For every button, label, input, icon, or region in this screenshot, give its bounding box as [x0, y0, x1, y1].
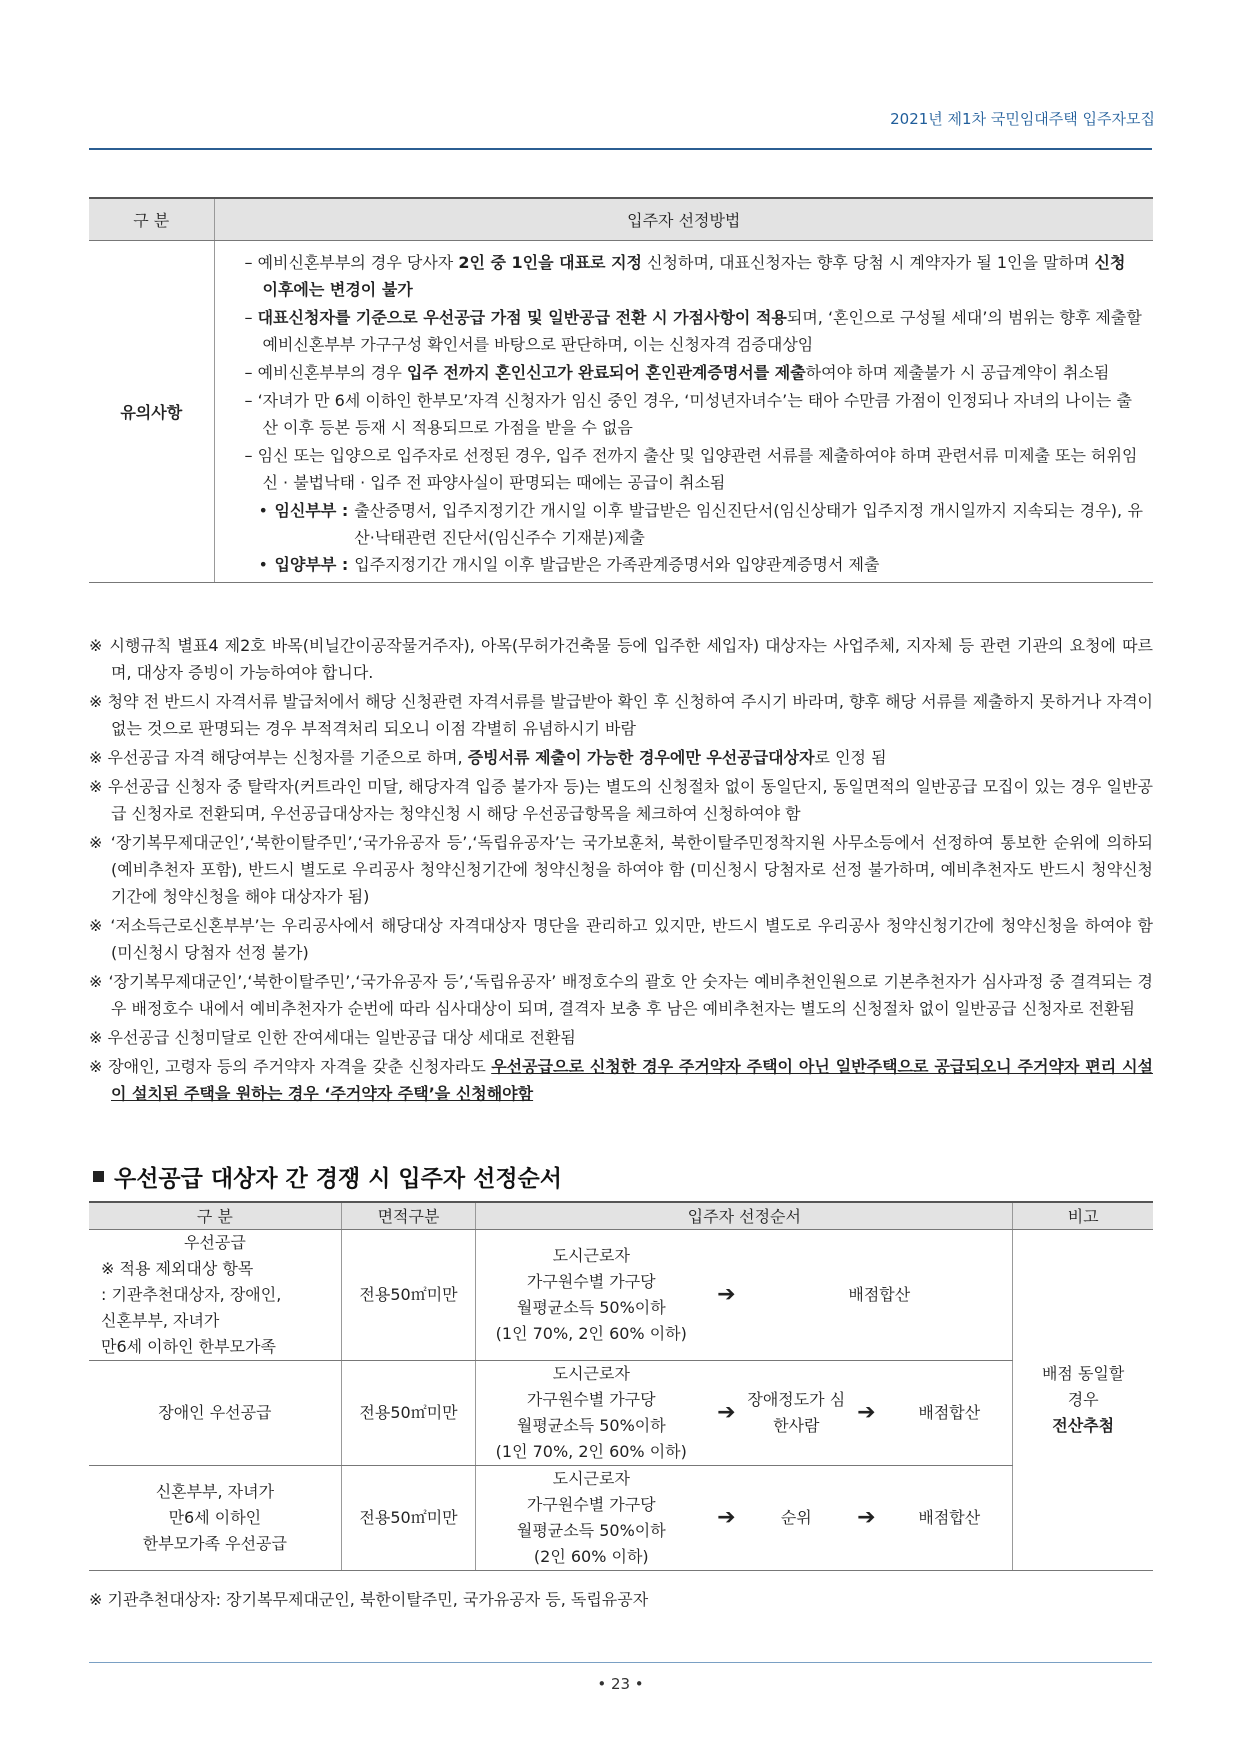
- reference-mark: ※: [89, 916, 104, 935]
- note-item: – 임신 또는 입양으로 입주자로 선정된 경우, 입주 전까지 출산 및 입양관련 서류를 제출하여야 하며 관련서류 미제출 또는 허위임신 · 불법낙태 · 입주 전 파양사실이 판명되는 때에는 공급이 취소됨: [244, 445, 1138, 492]
- sequence-cell: [476, 1229, 1013, 1360]
- area-cell: 전용50㎡미만: [341, 1229, 476, 1360]
- header-divider: [89, 148, 1152, 150]
- table1-notes-cell: [214, 240, 1153, 582]
- bullet-text: 입주지정기간 개시일 이후 발급받은 가족관계증명서와 입양관계증명서 제출: [354, 554, 880, 574]
- arrow-right-icon: ➔: [857, 1399, 876, 1425]
- remark-cell: [1013, 1229, 1153, 1570]
- remark-item: [89, 829, 1153, 910]
- criteria-line: 도시근로자: [552, 1363, 630, 1383]
- sequence-step: 배점합산: [918, 1402, 981, 1422]
- reference-mark: ※: [89, 692, 103, 711]
- criteria-line: (1인 70%, 2인 60% 이하): [495, 1323, 687, 1343]
- note-text: 예비신혼부부의 경우 당사자: [257, 252, 459, 272]
- arrow-right-icon: ➔: [717, 1399, 736, 1425]
- sequence-flow: [476, 1361, 1012, 1465]
- remark-bold: 증빙서류 제출이 가능한 경우에만 우선공급대상자: [467, 748, 815, 767]
- note-text: 대표신청자를 기준으로 우선공급 가점 및 일반공급 전환 시 가점사항이 적용: [257, 307, 787, 327]
- notes-list: [215, 241, 1154, 582]
- bullet-label: 입양부부 :: [274, 554, 349, 574]
- remark-line: 경우: [1067, 1389, 1099, 1409]
- category-line: 장애인 우선공급: [158, 1402, 272, 1422]
- page-header-title: 2021년 제1차 국민임대주택 입주자모집: [890, 110, 1155, 128]
- selection-method-table: [89, 197, 1153, 583]
- sequence-flow: [476, 1243, 1012, 1347]
- criteria-line: 월평균소득 50%이하: [516, 1415, 666, 1435]
- criteria-line: 가구원수별 가구당: [526, 1389, 656, 1409]
- sequence-step: 순위: [780, 1507, 812, 1527]
- table1-row-label: 유의사항: [89, 240, 214, 582]
- remark-bold: 우선공급으로 신청한 경우 주거약자 주택이 아닌 일반주택으로 공급되오니 주거약자 편리 시설이 설치된 주택을 원하는 경우 ‘주거약자 주택’을 신청해야함: [111, 1057, 1153, 1103]
- remark-text: 우선공급 자격 해당여부는 신청자를 기준으로 하며,: [107, 748, 468, 767]
- reference-mark: ※: [89, 1028, 103, 1047]
- bullet-item: [259, 551, 1144, 578]
- sequence-step: 장애정도가 심한사람: [747, 1389, 846, 1435]
- criteria-line: 도시근로자: [552, 1245, 630, 1265]
- criteria-line: (2인 60% 이하): [533, 1546, 649, 1566]
- remark-text: 로 인정 됨: [814, 748, 887, 767]
- table2-header-1: 면적구분: [341, 1202, 476, 1229]
- remark-item-warning: [89, 1053, 1153, 1107]
- table2-header-0: 구 분: [89, 1202, 341, 1229]
- remark-item: [89, 968, 1153, 1022]
- arrow-right-icon: ➔: [717, 1504, 736, 1530]
- reference-mark: ※: [89, 748, 103, 767]
- category-line: 신혼부부, 자녀가: [101, 1310, 220, 1330]
- remark-text: 청약 전 반드시 자격서류 발급처에서 해당 신청관련 자격서류를 발급받아 확인 후 신청하여 주시기 바라며, 향후 해당 서류를 제출하지 못하거나 자격이 없는 것으로 판명되는 경우 부적격처리 되오니 이점 각별히 유념하시기 바람: [107, 692, 1153, 738]
- remark-item: [89, 688, 1153, 742]
- footer-divider: [89, 1662, 1152, 1663]
- reference-mark: ※: [89, 1057, 103, 1076]
- note-text: 신청하며, 대표신청자는 향후 당첨 시 계약자가 될 1인을 말하며: [641, 252, 1095, 272]
- table2-header-3: 비고: [1013, 1202, 1153, 1229]
- note-item: – 예비신혼부부의 경우 입주 전까지 혼인신고가 완료되어 혼인관계증명서를 제출하여야 하며 제출불가 시 공급계약이 취소됨: [244, 362, 1110, 382]
- bullet-dot-icon: •: [258, 500, 268, 520]
- bullet-label: 임신부부 :: [274, 500, 349, 520]
- arrow-right-icon: ➔: [717, 1281, 736, 1307]
- criteria-line: 가구원수별 가구당: [526, 1494, 656, 1514]
- remark-text: 시행규칙 별표4 제2호 바목(비닐간이공작물거주자), 아목(무허가건축물 등에 입주한 세입자) 대상자는 사업주체, 지자체 등 관련 기관의 요청에 따르며, 대상자 증빙이 가능하여야 합니다.: [109, 636, 1153, 682]
- section-heading: [93, 1160, 562, 1193]
- sequence-step: 배점합산: [848, 1284, 911, 1304]
- note-text: 하여야 하며 제출불가 시 공급계약이 취소됨: [805, 362, 1110, 382]
- bullet-dot-icon: •: [258, 554, 268, 574]
- note-text: 되며, ‘혼인으로 구성될 세대’의 범위는 향후 제출할 예비신혼부부 가구구성 확인서를 바탕으로 판단하며, 이는 신청자격 검증대상임: [262, 307, 1142, 354]
- remark-item: [89, 912, 1153, 966]
- remark-item: [89, 1024, 1153, 1051]
- note-item: – ‘자녀가 만 6세 이하인 한부모’자격 신청자가 임신 중인 경우, ‘미성년자녀수’는 태아 수만큼 가점이 인정되나 자녀의 나이는 출산 이후 등본 등재 시 적용되므로 가점을 받을 수 없음: [244, 390, 1132, 437]
- income-criteria: [476, 1466, 706, 1570]
- category-line: ※ 적용 제외대상 항목: [101, 1258, 254, 1278]
- reference-mark: ※: [89, 833, 105, 852]
- table2-row: [89, 1465, 1153, 1570]
- area-cell: 전용50㎡미만: [341, 1360, 476, 1465]
- remark-bold-line: 전산추첨: [1052, 1415, 1115, 1435]
- remark-text: ‘장기복무제대군인’,‘북한이탈주민’,‘국가유공자 등’,‘독립유공자’는 국가보훈처, 북한이탈주민정착지원 사무소등에서 선정하여 통보한 순위에 의하되(예비추천자 포함), 반드시 별도로 우리공사 청약신청기간에 청약신청을 하여야 함 (미신청시 당첨자로 선정 불가하며, 예비추천자도 반드시 청약신청기간에 청약신청을 해야 대상자가 됨): [110, 833, 1153, 906]
- section-title: 우선공급 대상자 간 경쟁 시 입주자 선정순서: [114, 1166, 562, 1192]
- bullet-text: 출산증명서, 입주지정기간 개시일 이후 발급받은 임신진단서(임신상태가 입주지정 개시일까지 지속되는 경우), 유산·낙태관련 진단서(임신주수 기재분)제출: [354, 500, 1143, 547]
- remark-text: ‘저소득근로신혼부부’는 우리공사에서 해당대상 자격대상자 명단을 관리하고 있지만, 반드시 별도로 우리공사 청약신청기간에 청약신청을 하여야 함(미신청시 당첨자 선정 불가): [110, 916, 1153, 962]
- reference-mark: ※: [89, 777, 103, 796]
- note-item: – 대표신청자를 기준으로 우선공급 가점 및 일반공급 전환 시 가점사항이 적용되며, ‘혼인으로 구성될 세대’의 범위는 향후 제출할 예비신혼부부 가구구성 확인서를 바탕으로 판단하며, 이는 신청자격 검증대상임: [244, 307, 1142, 354]
- criteria-line: 월평균소득 50%이하: [516, 1297, 666, 1317]
- category-line: 만6세 이하인 한부모가족: [101, 1336, 276, 1356]
- category-line: : 기관추천대상자, 장애인,: [101, 1284, 282, 1304]
- note-text: 신청 이후에는 변경이 불가: [262, 252, 1126, 299]
- note-text: 입주 전까지 혼인신고가 완료되어 혼인관계증명서를 제출: [406, 362, 806, 382]
- area-cell: 전용50㎡미만: [341, 1465, 476, 1570]
- priority-order-table: [89, 1201, 1153, 1571]
- criteria-line: 도시근로자: [552, 1468, 630, 1488]
- sequence-cell: [476, 1465, 1013, 1570]
- arrow-right-icon: ➔: [857, 1504, 876, 1530]
- sequence-cell: [476, 1360, 1013, 1465]
- category-line: 만6세 이하인: [168, 1507, 262, 1527]
- category-line: 신혼부부, 자녀가: [155, 1481, 275, 1501]
- remark-text: ‘장기복무제대군인’,‘북한이탈주민’,‘국가유공자 등’,‘독립유공자’ 배정호수의 괄호 안 숫자는 예비추천인원으로 기본추천자가 심사과정 중 결격되는 경우 배정호수 내에서 예비추천자가 순번에 따라 심사대상이 되며, 결격자 보충 후 남은 예비추천자는 별도의 신청절차 없이 일반공급 신청자로 전환됨: [108, 972, 1153, 1018]
- table2-row: [89, 1229, 1153, 1360]
- sequence-flow: [476, 1466, 1012, 1570]
- criteria-line: 월평균소득 50%이하: [516, 1520, 666, 1540]
- table2-header-row: [89, 1202, 1153, 1229]
- note-text: 2인 중 1인을 대표로 지정: [458, 252, 642, 272]
- category-cell: [89, 1360, 341, 1465]
- remark-text: 우선공급 신청자 중 탈락자(커트라인 미달, 해당자격 입증 불가자 등)는 별도의 신청절차 없이 동일단지, 동일면적의 일반공급 모집이 있는 경우 일반공급 신청자로 전환되며, 우선공급대상자는 청약신청 시 해당 우선공급항목을 체크하여 신청하여야 함: [107, 777, 1154, 823]
- note-item: – 예비신혼부부의 경우 당사자 2인 중 1인을 대표로 지정 신청하며, 대표신청자는 향후 당첨 시 계약자가 될 1인을 말하며 신청 이후에는 변경이 불가: [244, 252, 1126, 299]
- reference-mark: ※: [89, 972, 103, 991]
- remark-text: 우선공급 신청미달로 인한 잔여세대는 일반공급 대상 세대로 전환됨: [107, 1028, 576, 1047]
- foot-note: ※ 기관추천대상자: 장기복무제대군인, 북한이탈주민, 국가유공자 등, 독립유공자: [89, 1590, 649, 1609]
- remark-line: 배점 동일할: [1041, 1363, 1125, 1383]
- category-cell: [89, 1229, 341, 1360]
- category-cell: [89, 1465, 341, 1570]
- remark-item: [89, 632, 1153, 686]
- category-line: 우선공급: [183, 1232, 246, 1252]
- sequence-step: 배점합산: [918, 1507, 981, 1527]
- category-line: 한부모가족 우선공급: [142, 1533, 287, 1553]
- income-criteria: [476, 1243, 706, 1347]
- remarks-list: [89, 632, 1153, 1109]
- page-number: • 23 •: [597, 1675, 644, 1693]
- income-criteria: [476, 1361, 706, 1465]
- table2-row: [89, 1360, 1153, 1465]
- note-text: 임신 또는 입양으로 입주자로 선정된 경우, 입주 전까지 출산 및 입양관련 서류를 제출하여야 하며 관련서류 미제출 또는 허위임신 · 불법낙태 · 입주 전 파양사실이 판명되는 때에는 공급이 취소됨: [257, 445, 1138, 492]
- criteria-line: (1인 70%, 2인 60% 이하): [495, 1441, 687, 1461]
- remark-text: 장애인, 고령자 등의 주거약자 자격을 갖춘 신청자라도: [108, 1057, 492, 1076]
- criteria-line: 가구원수별 가구당: [526, 1271, 656, 1291]
- table2-header-2: 입주자 선정순서: [476, 1202, 1013, 1229]
- remark-item: [89, 773, 1153, 827]
- reference-mark: ※: [89, 636, 104, 655]
- note-text: 예비신혼부부의 경우: [257, 362, 407, 382]
- table1-header-method: 입주자 선정방법: [214, 198, 1153, 240]
- square-bullet-icon: [93, 1171, 104, 1182]
- table1-header-category: 구 분: [89, 198, 214, 240]
- note-text: ‘자녀가 만 6세 이하인 한부모’자격 신청자가 임신 중인 경우, ‘미성년자녀수’는 태아 수만큼 가점이 인정되나 자녀의 나이는 출산 이후 등본 등재 시 적용되므로 가점을 받을 수 없음: [257, 390, 1132, 437]
- bullet-item: [259, 497, 1144, 551]
- remark-item: [89, 744, 1153, 771]
